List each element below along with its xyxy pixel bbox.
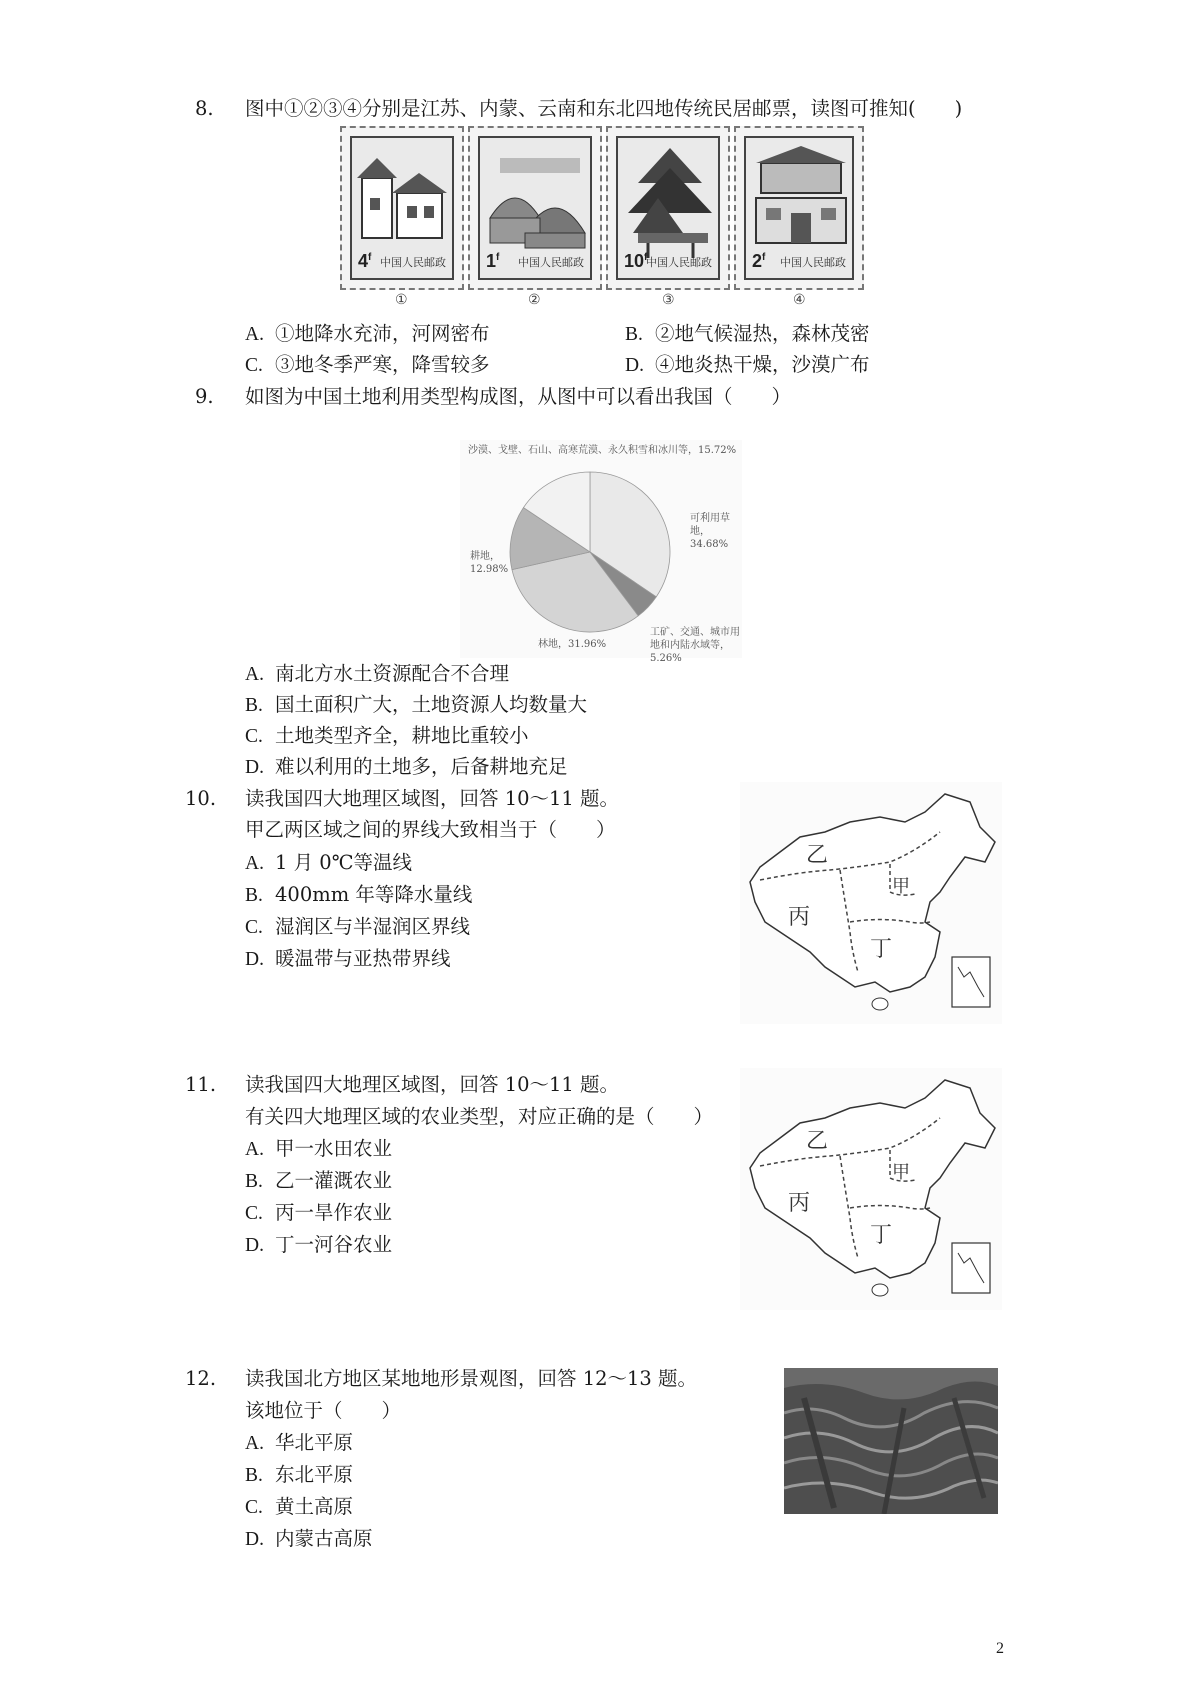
question-stem: 甲乙两区域之间的界线大致相当于（ ）	[245, 818, 616, 841]
stamp-marker: ③	[662, 292, 675, 308]
china-map-outline	[740, 1068, 1002, 1310]
option-b[interactable]: B. 东北平原	[245, 1463, 354, 1486]
option-b[interactable]: B. 400mm 年等降水量线	[245, 883, 473, 906]
stamp-marker: ④	[793, 292, 806, 308]
option-d[interactable]: D. 内蒙古高原	[245, 1527, 373, 1550]
question-stem: 该地位于（ ）	[245, 1399, 402, 1422]
question-number: 11.	[185, 1073, 217, 1096]
yurt-icon	[480, 138, 594, 266]
stamp-marker: ②	[528, 292, 541, 308]
option-a[interactable]: A. 1 月 0℃等温线	[245, 851, 413, 874]
china-regions-map	[740, 782, 1002, 1024]
region-label-bing: 丙	[788, 1191, 811, 1216]
page-number: 2	[996, 1640, 1004, 1657]
landscape-photo-image	[784, 1368, 998, 1514]
region-label-ding: 丁	[870, 937, 893, 962]
courtyard-house-icon	[746, 138, 856, 266]
option-d[interactable]: D. ④地炎热干燥，沙漠广布	[625, 353, 870, 376]
stilt-house-icon	[618, 138, 722, 266]
region-label-yi: 乙	[806, 843, 829, 868]
china-regions-map	[740, 1068, 1002, 1310]
loess-landscape-photo	[784, 1368, 998, 1514]
stamp-3: 10$^f$ 中国人民邮政	[606, 126, 730, 290]
stamp-2: 1$^f$ 中国人民邮政	[468, 126, 602, 290]
pie-label-desert: 沙漠、戈壁、石山、高寒荒漠、永久积雪和冰川等，15.72%	[468, 445, 737, 456]
option-b[interactable]: B. 国土面积广大，土地资源人均数量大	[245, 693, 588, 716]
region-label-jia: 甲	[892, 1162, 910, 1183]
question-stem: 读我国四大地理区域图，回答 10～11 题。	[245, 787, 620, 810]
stamp-4: 2$^f$ 中国人民邮政	[734, 126, 864, 290]
option-c[interactable]: C. 黄土高原	[245, 1495, 354, 1518]
stamp-marker: ①	[395, 292, 408, 308]
pie-label-grassland: 可利用草地，34.68%	[690, 513, 730, 550]
region-label-jia: 甲	[892, 876, 910, 897]
question-stem: 有关四大地理区域的农业类型，对应正确的是（ ）	[245, 1105, 714, 1128]
option-d[interactable]: D. 难以利用的土地多，后备耕地充足	[245, 755, 568, 778]
region-label-yi: 乙	[806, 1129, 829, 1154]
option-a[interactable]: A. 华北平原	[245, 1431, 354, 1454]
china-map-outline	[740, 782, 1002, 1024]
option-a[interactable]: A. 南北方水土资源配合不合理	[245, 662, 510, 685]
region-label-bing: 丙	[788, 905, 811, 930]
stamp-1: 4$^f$ 中国人民邮政	[340, 126, 464, 290]
option-d[interactable]: D. 暖温带与亚热带界线	[245, 947, 451, 970]
question-stem: 图中①②③④分别是江苏、内蒙、云南和东北四地传统民居邮票，读图可推知( )	[245, 97, 963, 120]
option-c[interactable]: C. 丙一旱作农业	[245, 1201, 393, 1224]
option-b[interactable]: B. ②地气候湿热，森林茂密	[625, 322, 870, 345]
region-label-ding: 丁	[870, 1223, 893, 1248]
house-icon	[352, 138, 456, 266]
pie-label-industrial: 工矿、交通、城市用地和内陆水域等，5.26%	[650, 627, 740, 664]
option-a[interactable]: A. 甲一水田农业	[245, 1137, 393, 1160]
option-c[interactable]: C. 土地类型齐全，耕地比重较小	[245, 724, 529, 747]
question-number: 8.	[195, 97, 214, 120]
option-c[interactable]: C. 湿润区与半湿润区界线	[245, 915, 471, 938]
land-use-pie-chart	[460, 440, 742, 664]
question-stem: 如图为中国土地利用类型构成图，从图中可以看出我国（ ）	[245, 385, 792, 408]
question-stem: 读我国北方地区某地地形景观图，回答 12～13 题。	[245, 1367, 698, 1390]
option-d[interactable]: D. 丁一河谷农业	[245, 1233, 393, 1256]
option-b[interactable]: B. 乙一灌溉农业	[245, 1169, 393, 1192]
question-number: 9.	[195, 385, 214, 408]
pie-label-farmland: 耕地，12.98%	[470, 551, 509, 575]
question-number: 10.	[185, 787, 217, 810]
question-number: 12.	[185, 1367, 217, 1390]
pie-label-forest: 林地，31.96%	[538, 639, 607, 650]
question-stem: 读我国四大地理区域图，回答 10～11 题。	[245, 1073, 620, 1096]
option-a[interactable]: A. ①地降水充沛，河网密布	[245, 322, 490, 345]
option-c[interactable]: C. ③地冬季严寒，降雪较多	[245, 353, 490, 376]
